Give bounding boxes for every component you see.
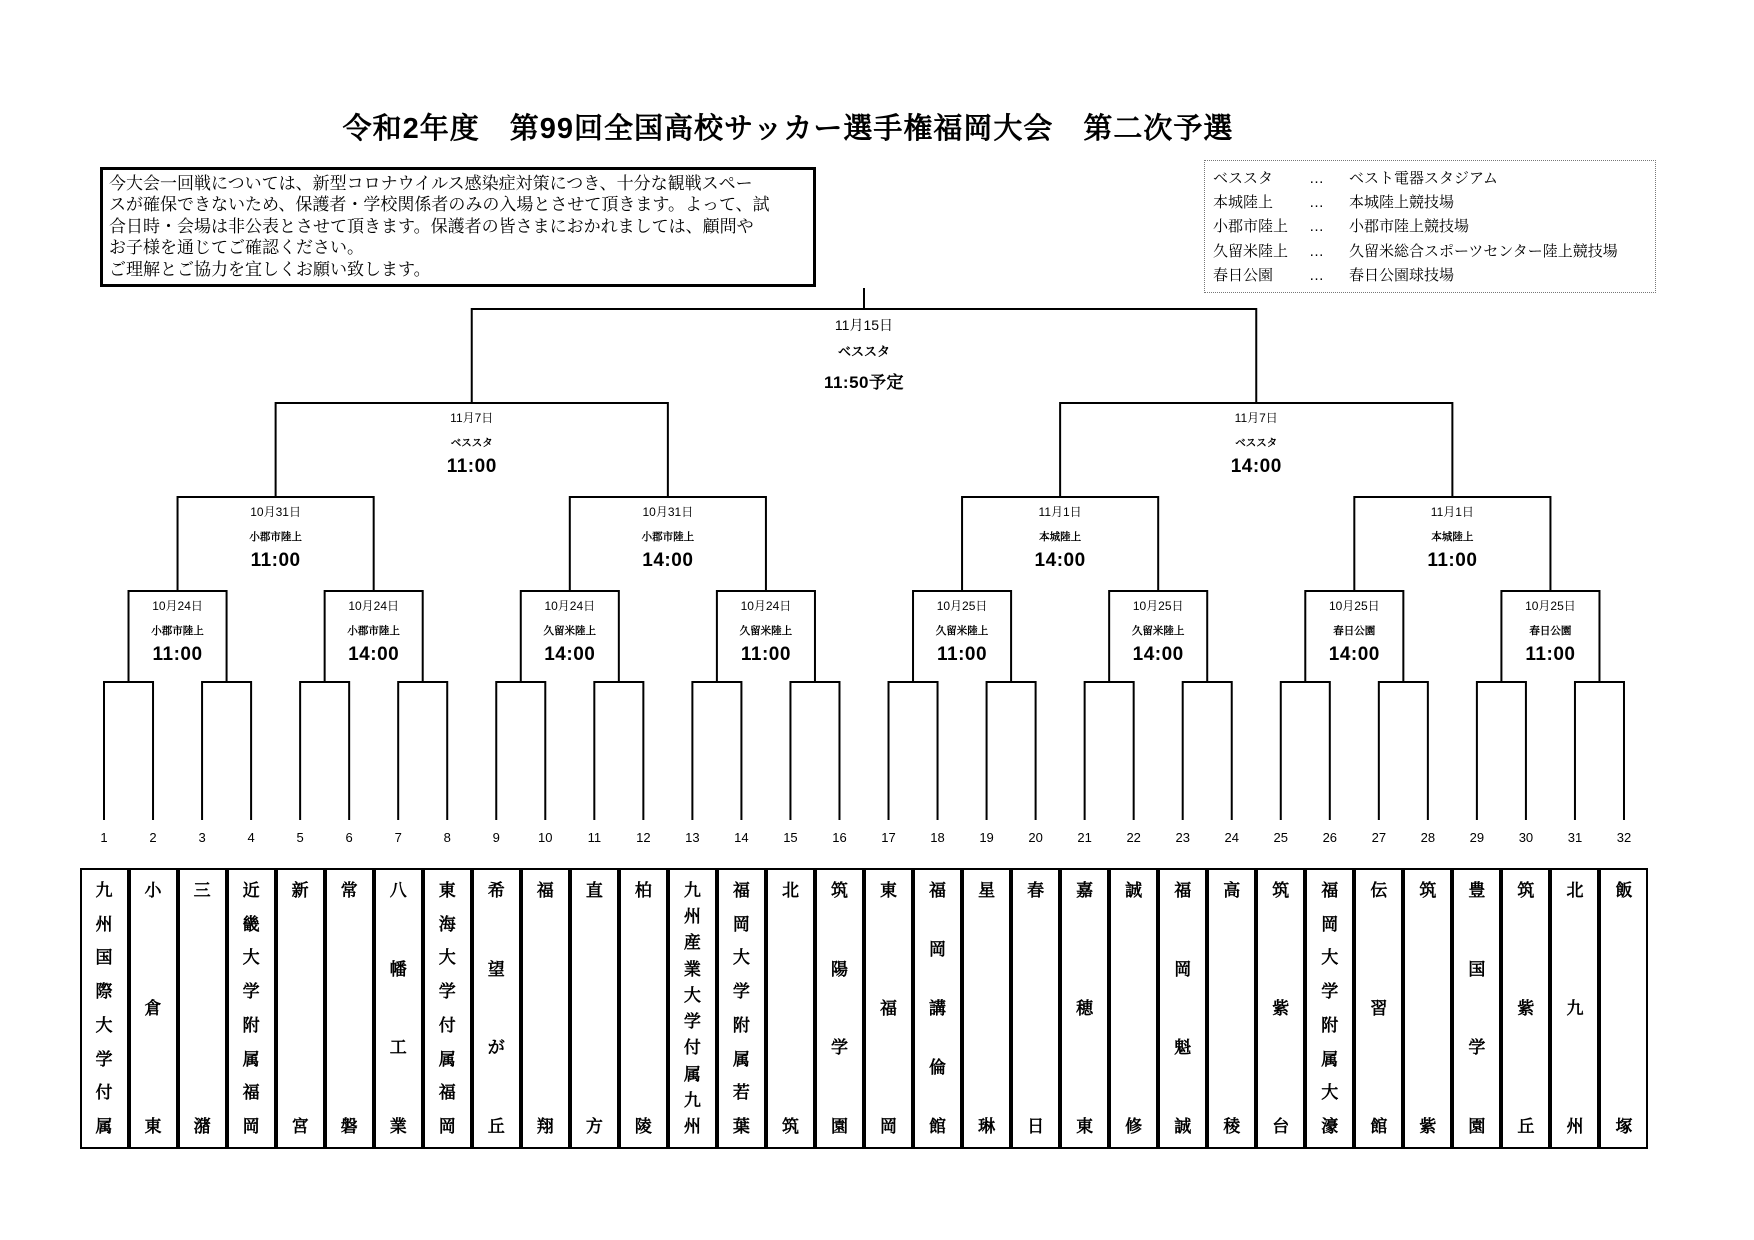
team-name-char: 福 xyxy=(880,999,897,1018)
team-name-char: 倫 xyxy=(929,1058,947,1077)
team-box xyxy=(374,868,423,1149)
team-number: 18 xyxy=(930,830,945,845)
team-name-char: 近 xyxy=(242,881,260,900)
team-box xyxy=(1011,868,1060,1149)
team-name-char: 大 xyxy=(242,948,260,968)
match-date: 10月25日 xyxy=(1525,599,1576,613)
team-name-char: 希 xyxy=(487,881,505,900)
team-name-char: 日 xyxy=(1027,1117,1045,1136)
team-name-char: 岡 xyxy=(929,940,947,959)
team-name-char: 属 xyxy=(732,1049,750,1069)
match-label xyxy=(249,503,302,572)
team-name-char: 福 xyxy=(536,881,554,900)
team-number: 32 xyxy=(1616,830,1632,845)
team-name-char: 伝 xyxy=(1370,881,1388,900)
team-number: 24 xyxy=(1224,830,1239,845)
match-label xyxy=(1329,597,1380,666)
team-number: 9 xyxy=(492,830,500,845)
team-name-char: 大 xyxy=(1321,948,1339,968)
match-venue: 久留米陸上 xyxy=(935,625,989,637)
match-venue: 春日公園 xyxy=(1529,625,1572,637)
team-name-char: 国 xyxy=(95,948,113,968)
team-name-char: 塚 xyxy=(1615,1117,1633,1136)
match-venue: 本城陸上 xyxy=(1039,531,1082,543)
notice-line: お子様を通じてご確認ください。 xyxy=(109,238,364,258)
team-name-char: 台 xyxy=(1272,1117,1290,1136)
match-venue: 小郡市陸上 xyxy=(151,625,204,637)
match-venue: 久留米陸上 xyxy=(739,625,793,637)
legend-abbr: 久留米陸上 xyxy=(1213,242,1289,260)
team-name-char: 東 xyxy=(880,881,897,900)
legend-abbr: 小郡市陸上 xyxy=(1213,218,1289,236)
team-name-char: 海 xyxy=(438,914,456,934)
match-date: 10月31日 xyxy=(250,505,301,519)
match-date: 10月24日 xyxy=(152,599,203,613)
team-name-char: 学 xyxy=(830,1038,848,1058)
team-name-char: 紫 xyxy=(1272,999,1290,1018)
team-name-char: 属 xyxy=(438,1049,456,1069)
match-time: 11:00 xyxy=(1427,550,1478,571)
team-name-char: 三 xyxy=(193,881,211,900)
team-number: 27 xyxy=(1371,830,1387,845)
team-number: 19 xyxy=(979,830,994,845)
team-name-char: 穂 xyxy=(1076,999,1094,1018)
team-number: 16 xyxy=(832,830,847,845)
team-name-char: 際 xyxy=(95,982,113,1002)
team-name-char: 学 xyxy=(438,982,456,1002)
match-time: 11:00 xyxy=(446,456,497,477)
team-name-char: 魁 xyxy=(1174,1038,1192,1058)
match-date: 11月1日 xyxy=(1430,505,1474,519)
team-box xyxy=(864,868,913,1149)
team-name-char: 琳 xyxy=(978,1117,996,1136)
legend-abbr: 本城陸上 xyxy=(1213,194,1274,212)
team-name-char: 岡 xyxy=(1174,959,1192,979)
team-box xyxy=(1403,868,1452,1149)
team-name-char: 館 xyxy=(1370,1117,1388,1136)
legend-separator: … xyxy=(1309,266,1324,284)
team-name-char: 東 xyxy=(144,1117,162,1136)
team-box xyxy=(619,868,668,1149)
team-name-char: 業 xyxy=(389,1116,407,1136)
team-name-char: 福 xyxy=(929,881,947,900)
legend-full: 久留米総合スポーツセンター陸上競技場 xyxy=(1349,242,1618,260)
team-number: 3 xyxy=(198,830,206,845)
match-label xyxy=(544,597,597,666)
match-date: 10月25日 xyxy=(936,599,988,613)
match-time: 11:00 xyxy=(152,644,203,665)
team-name-char: 園 xyxy=(830,1116,848,1136)
team-name-char: 業 xyxy=(683,959,701,979)
team-name-char: 学 xyxy=(242,982,260,1002)
team-name-char: 宮 xyxy=(291,1117,309,1136)
team-name-char: 磐 xyxy=(340,1117,358,1136)
team-name-char: 春 xyxy=(1027,881,1045,900)
team-box xyxy=(178,868,227,1149)
team-name-char: 誠 xyxy=(1174,1116,1192,1136)
team-box xyxy=(1599,868,1648,1149)
team-box xyxy=(423,868,472,1149)
legend-separator: … xyxy=(1309,218,1324,236)
match-time: 14:00 xyxy=(348,644,400,665)
match-date: 11月15日 xyxy=(834,317,894,333)
team-name-char: 大 xyxy=(1321,1083,1339,1103)
team-number: 10 xyxy=(538,830,553,845)
team-name-char: 州 xyxy=(1566,1117,1584,1136)
team-box xyxy=(1158,868,1207,1149)
team-name-char: 筑 xyxy=(830,881,848,900)
match-date: 10月24日 xyxy=(740,599,792,613)
team-name-char: 付 xyxy=(438,1015,456,1035)
match-date: 10月25日 xyxy=(1328,599,1380,613)
team-name-char: 直 xyxy=(585,881,603,900)
team-name-char: 丘 xyxy=(487,1116,505,1136)
match-date: 10月24日 xyxy=(348,599,400,613)
legend-separator: … xyxy=(1309,242,1324,260)
team-box xyxy=(1109,868,1158,1149)
team-name-char: 嘉 xyxy=(1076,881,1094,900)
team-box xyxy=(1452,868,1501,1149)
team-box xyxy=(1354,868,1403,1149)
legend-full: ベスト電器スタジアム xyxy=(1349,170,1498,187)
match-date: 11月7日 xyxy=(450,411,494,425)
team-name-char: 福 xyxy=(732,881,750,900)
match-time: 11:00 xyxy=(740,644,791,665)
team-box xyxy=(80,868,129,1149)
match-time: 11:50予定 xyxy=(823,373,905,392)
legend-full: 本城陸上競技場 xyxy=(1349,194,1455,212)
team-name-char: 筑 xyxy=(1419,881,1437,900)
legend-separator: … xyxy=(1309,170,1324,187)
team-number: 2 xyxy=(149,830,157,845)
team-number: 14 xyxy=(734,830,749,845)
team-number: 11 xyxy=(587,830,602,845)
team-name-char: 福 xyxy=(1174,881,1192,900)
team-name-char: 付 xyxy=(95,1083,113,1103)
team-name-char: 州 xyxy=(95,914,113,934)
team-name-char: が xyxy=(487,1038,505,1058)
notice-line: スが確保できないため、保護者・学校関係者のみの入場とさせて頂きます。よって、試 xyxy=(109,195,770,215)
team-box xyxy=(1550,868,1599,1149)
team-box xyxy=(1060,868,1109,1149)
match-label xyxy=(151,597,204,666)
team-number: 12 xyxy=(636,830,651,845)
team-name-char: 星 xyxy=(978,881,996,900)
team-name-char: 北 xyxy=(781,881,799,900)
match-label xyxy=(642,503,695,572)
team-box xyxy=(913,868,962,1149)
team-name-char: 東 xyxy=(1076,1117,1094,1136)
team-number: 5 xyxy=(296,830,304,845)
team-name-char: 岡 xyxy=(438,1116,456,1136)
match-time: 11:00 xyxy=(250,550,301,571)
match-time: 14:00 xyxy=(1230,456,1282,477)
legend-abbr: ベススタ xyxy=(1213,170,1274,187)
team-name-char: 学 xyxy=(95,1049,113,1069)
team-number: 28 xyxy=(1420,830,1436,845)
team-name-char: 館 xyxy=(929,1117,947,1136)
team-name-char: 豊 xyxy=(1468,881,1486,900)
team-number: 22 xyxy=(1126,830,1141,845)
team-name-char: 東 xyxy=(438,881,456,900)
team-name-char: 福 xyxy=(438,1083,456,1103)
team-name-char: 八 xyxy=(389,881,407,900)
team-box xyxy=(1256,868,1305,1149)
team-box xyxy=(325,868,374,1149)
team-name-char: 属 xyxy=(95,1116,113,1136)
team-number: 17 xyxy=(881,830,896,845)
match-date: 11月7日 xyxy=(1234,411,1278,425)
team-number: 6 xyxy=(345,830,353,845)
match-venue: ベススタ xyxy=(450,437,493,449)
team-name-char: 丘 xyxy=(1517,1117,1535,1136)
team-name-char: 大 xyxy=(438,948,456,968)
match-label xyxy=(1525,597,1576,666)
team-name-char: 北 xyxy=(1566,881,1584,900)
team-number: 7 xyxy=(394,830,402,845)
team-name-char: 州 xyxy=(683,907,701,927)
team-box xyxy=(766,868,815,1149)
team-name-char: 望 xyxy=(487,959,505,979)
team-name-char: 筑 xyxy=(781,1117,799,1136)
team-name-char: 小 xyxy=(144,881,162,900)
team-name-char: 付 xyxy=(683,1038,701,1058)
team-name-char: 大 xyxy=(732,948,750,968)
team-number: 30 xyxy=(1518,830,1534,845)
match-venue: 小郡市陸上 xyxy=(249,531,302,543)
team-name-char: 筑 xyxy=(1272,881,1290,900)
match-date: 10月31日 xyxy=(642,505,694,519)
match-venue: 春日公園 xyxy=(1333,625,1376,637)
team-name-char: 岡 xyxy=(1321,914,1339,934)
team-name-char: 福 xyxy=(242,1083,260,1103)
team-name-char: 福 xyxy=(1321,881,1339,900)
team-name-char: 飯 xyxy=(1615,881,1633,900)
legend-full: 春日公園球技場 xyxy=(1349,266,1455,284)
match-venue: ベススタ xyxy=(1235,437,1278,449)
team-name-char: 新 xyxy=(291,881,309,900)
team-name-char: 学 xyxy=(1468,1038,1486,1058)
match-time: 14:00 xyxy=(1328,644,1380,665)
team-name-char: 講 xyxy=(929,999,947,1018)
team-name-char: 翔 xyxy=(536,1117,554,1136)
team-name-char: 倉 xyxy=(144,999,162,1018)
match-venue: ベススタ xyxy=(837,344,890,359)
team-box xyxy=(570,868,619,1149)
team-name-char: 工 xyxy=(389,1038,407,1058)
match-label xyxy=(347,597,400,666)
team-name-char: 誠 xyxy=(1125,881,1143,900)
match-venue: 本城陸上 xyxy=(1431,531,1474,543)
team-box xyxy=(717,868,766,1149)
team-number: 15 xyxy=(783,830,798,845)
match-time: 11:00 xyxy=(1525,644,1576,665)
match-label xyxy=(1035,503,1086,572)
team-name-char: 九 xyxy=(95,881,113,900)
team-name-char: 岡 xyxy=(732,914,750,934)
match-time: 11:00 xyxy=(937,644,988,665)
team-name-char: 柏 xyxy=(634,881,652,900)
notice-line: ご理解とご協力を宜しくお願い致します。 xyxy=(109,259,431,279)
team-number: 13 xyxy=(685,830,700,845)
match-label xyxy=(824,315,904,393)
team-name-char: 稜 xyxy=(1223,1117,1241,1136)
match-date: 11月1日 xyxy=(1038,505,1082,519)
team-name-char: 学 xyxy=(732,982,750,1002)
legend-abbr: 春日公園 xyxy=(1213,266,1274,284)
team-name-char: 附 xyxy=(1321,1015,1339,1035)
team-name-char: 陽 xyxy=(830,959,848,979)
team-name-char: 属 xyxy=(683,1064,701,1084)
team-name-char: 産 xyxy=(683,933,701,953)
team-number: 25 xyxy=(1273,830,1288,845)
team-number: 21 xyxy=(1077,830,1092,845)
team-box xyxy=(668,868,717,1149)
team-name-char: 属 xyxy=(1321,1049,1339,1069)
team-name-char: 高 xyxy=(1223,881,1241,900)
match-label xyxy=(740,597,793,666)
match-date: 10月25日 xyxy=(1132,599,1184,613)
team-name-char: 若 xyxy=(732,1083,750,1103)
notice-line: 合日時・会場は非公表とさせて頂きます。保護者の皆さまにおかれましては、顧問や xyxy=(109,216,754,236)
notice-line: 今大会一回戦については、新型コロナウイルス感染症対策につき、十分な観戦スペー xyxy=(109,174,753,193)
team-name-char: 属 xyxy=(242,1049,260,1069)
team-name-char: 九 xyxy=(683,881,701,900)
match-label xyxy=(1231,409,1282,478)
team-box xyxy=(1207,868,1256,1149)
team-name-char: 国 xyxy=(1468,959,1486,979)
team-name-char: 修 xyxy=(1125,1117,1143,1136)
team-box xyxy=(129,868,178,1149)
team-name-char: 筑 xyxy=(1517,881,1535,900)
team-name-char: 岡 xyxy=(880,1117,897,1136)
team-name-char: 習 xyxy=(1370,999,1388,1018)
team-name-char: 紫 xyxy=(1517,999,1535,1018)
team-name-char: 附 xyxy=(732,1015,750,1035)
team-name-char: 畿 xyxy=(242,914,260,934)
match-venue: 小郡市陸上 xyxy=(347,625,400,637)
team-name-char: 大 xyxy=(683,985,701,1005)
team-name-char: 葉 xyxy=(732,1116,750,1136)
team-number: 1 xyxy=(100,830,108,845)
team-number: 4 xyxy=(247,830,255,845)
team-name-char: 紫 xyxy=(1419,1117,1437,1136)
team-name-char: 州 xyxy=(683,1116,701,1136)
team-number: 26 xyxy=(1322,830,1338,845)
team-box xyxy=(962,868,1011,1149)
match-label xyxy=(447,409,497,478)
team-name-char: 学 xyxy=(1321,982,1339,1002)
match-venue: 久留米陸上 xyxy=(543,625,597,637)
match-time: 14:00 xyxy=(1132,644,1184,665)
team-name-char: 潴 xyxy=(193,1117,211,1136)
match-venue: 久留米陸上 xyxy=(1131,625,1185,637)
team-name-char: 方 xyxy=(585,1117,603,1136)
match-label xyxy=(1427,503,1477,572)
match-label xyxy=(1132,597,1185,666)
match-time: 14:00 xyxy=(642,550,694,571)
match-venue: 小郡市陸上 xyxy=(641,531,695,543)
team-number: 8 xyxy=(443,830,451,845)
match-time: 14:00 xyxy=(1034,550,1086,571)
match-date: 10月24日 xyxy=(544,599,596,613)
team-number: 20 xyxy=(1028,830,1043,845)
legend-separator: … xyxy=(1309,194,1324,212)
team-name-char: 九 xyxy=(683,1090,701,1110)
team-name-char: 九 xyxy=(1566,999,1584,1018)
team-box xyxy=(472,868,521,1149)
team-name-char: 大 xyxy=(95,1015,113,1035)
team-name-char: 濠 xyxy=(1321,1116,1339,1136)
team-box xyxy=(1305,868,1354,1149)
team-name-char: 園 xyxy=(1468,1116,1486,1136)
team-number: 23 xyxy=(1175,830,1190,845)
team-box xyxy=(1501,868,1550,1149)
team-box xyxy=(521,868,570,1149)
page-title: 令和2年度 第99回全国高校サッカー選手権福岡大会 第二次予選 xyxy=(342,113,1234,145)
team-name-char: 陵 xyxy=(634,1117,652,1136)
match-label xyxy=(936,597,989,666)
team-name-char: 幡 xyxy=(389,959,407,979)
team-name-char: 学 xyxy=(683,1012,701,1032)
team-name-char: 岡 xyxy=(242,1116,260,1136)
match-time: 14:00 xyxy=(544,644,596,665)
legend-full: 小郡市陸上競技場 xyxy=(1349,218,1470,236)
team-box xyxy=(227,868,276,1149)
team-number: 31 xyxy=(1567,830,1583,845)
team-box xyxy=(276,868,325,1149)
team-box xyxy=(815,868,864,1149)
team-name-char: 常 xyxy=(340,881,358,900)
team-name-char: 附 xyxy=(242,1015,260,1035)
team-number: 29 xyxy=(1469,830,1485,845)
